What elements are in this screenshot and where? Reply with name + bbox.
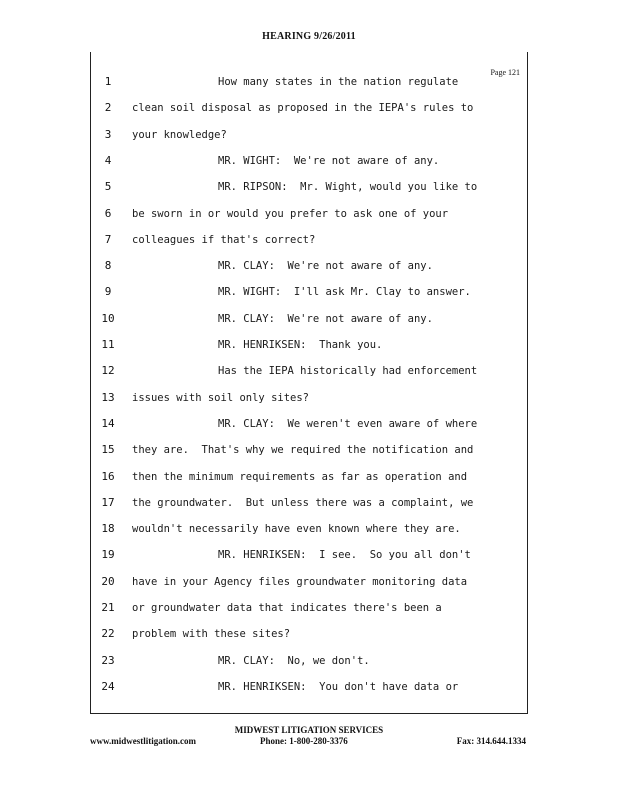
line-text: have in your Agency files groundwater monitoring data	[132, 575, 468, 588]
transcript-line	[90, 310, 526, 330]
line-number: 7	[104, 232, 112, 246]
transcript-line	[90, 178, 526, 198]
transcript-line	[90, 520, 526, 540]
footer-company: MIDWEST LITIGATION SERVICES	[234, 725, 384, 735]
line-text: MR. CLAY: We weren't even aware of where	[218, 417, 478, 430]
transcript-line	[90, 678, 526, 698]
line-text: MR. HENRIKSEN: I see. So you all don't	[218, 549, 471, 562]
transcript-line	[90, 546, 526, 566]
transcript-line	[90, 573, 526, 593]
transcript-line	[90, 599, 526, 619]
transcript-line	[90, 415, 526, 435]
line-number: 9	[104, 285, 112, 299]
line-number: 10	[101, 311, 115, 325]
line-number: 12	[101, 364, 115, 378]
line-number: 3	[104, 127, 112, 141]
transcript-line	[90, 283, 526, 303]
line-text: your knowledge?	[132, 128, 227, 141]
line-text: How many states in the nation regulate	[218, 76, 459, 88]
line-number: 19	[101, 548, 115, 562]
line-text: be sworn in or would you prefer to ask one of your	[132, 207, 449, 220]
line-number: 17	[101, 495, 115, 509]
footer-website: www.midwestlitigation.com	[90, 736, 196, 746]
line-text: clean soil disposal as proposed in the IEPA's rules to	[132, 102, 474, 115]
line-number: 24	[101, 679, 115, 693]
line-text: colleagues if that's correct?	[132, 233, 316, 246]
line-number: 2	[104, 101, 112, 115]
transcript-line	[90, 652, 526, 672]
line-text: the groundwater. But unless there was a complaint, we	[132, 496, 474, 509]
line-text: or groundwater data that indicates there's been a	[132, 602, 442, 614]
line-number: 20	[101, 574, 115, 588]
transcript-line	[90, 441, 526, 461]
line-number: 14	[101, 416, 115, 430]
line-text: MR. RIPSON: Mr. Wight, would you like to	[218, 181, 478, 194]
line-text: then the minimum requirements as far as operation and	[132, 470, 468, 483]
line-number: 4	[104, 153, 112, 167]
line-number: 21	[101, 601, 115, 614]
document-header: HEARING 9/26/2011	[262, 31, 356, 42]
line-text: MR. WIGHT: I'll ask Mr. Clay to answer.	[218, 286, 471, 299]
transcript-line	[90, 362, 526, 382]
line-text: issues with soil only sites?	[132, 391, 310, 404]
transcript-line	[90, 205, 526, 225]
transcript-line	[90, 336, 526, 356]
transcript-line	[90, 73, 526, 93]
line-number: 16	[101, 469, 115, 483]
line-text: MR. CLAY: No, we don't.	[218, 654, 370, 667]
line-number: 22	[101, 627, 115, 641]
line-number: 5	[104, 180, 112, 194]
line-text: problem with these sites?	[132, 628, 291, 641]
line-number: 18	[101, 522, 115, 536]
transcript-line	[90, 468, 526, 488]
transcript-line	[90, 152, 526, 172]
line-number: 13	[101, 390, 115, 404]
footer-fax: Fax: 314.644.1334	[456, 736, 526, 746]
transcript-line	[90, 231, 526, 251]
line-number: 8	[104, 259, 112, 273]
line-number: 11	[101, 338, 115, 351]
transcript-line	[90, 389, 526, 409]
page-number: Page 121	[490, 68, 520, 77]
line-text: they are. That's why we required the notification and	[132, 444, 474, 457]
line-text: MR. CLAY: We're not aware of any.	[218, 312, 433, 325]
line-text: Has the IEPA historically had enforcement	[218, 365, 478, 378]
line-text: wouldn't necessarily have even known where they are.	[132, 523, 461, 536]
line-number: 15	[101, 443, 115, 457]
transcript-line	[90, 494, 526, 514]
line-text: MR. CLAY: We're not aware of any.	[218, 260, 433, 273]
transcript-line	[90, 99, 526, 119]
transcript-line	[90, 126, 526, 146]
line-number: 23	[101, 653, 115, 667]
line-number: 1	[104, 75, 112, 88]
line-text: MR. WIGHT: We're not aware of any.	[218, 154, 440, 167]
transcript-line	[90, 257, 526, 277]
transcript-line	[90, 625, 526, 645]
line-text: MR. HENRIKSEN: Thank you.	[218, 339, 383, 351]
footer-phone: Phone: 1-800-280-3376	[260, 736, 348, 746]
line-text: MR. HENRIKSEN: You don't have data or	[218, 680, 459, 693]
line-number: 6	[104, 206, 112, 220]
